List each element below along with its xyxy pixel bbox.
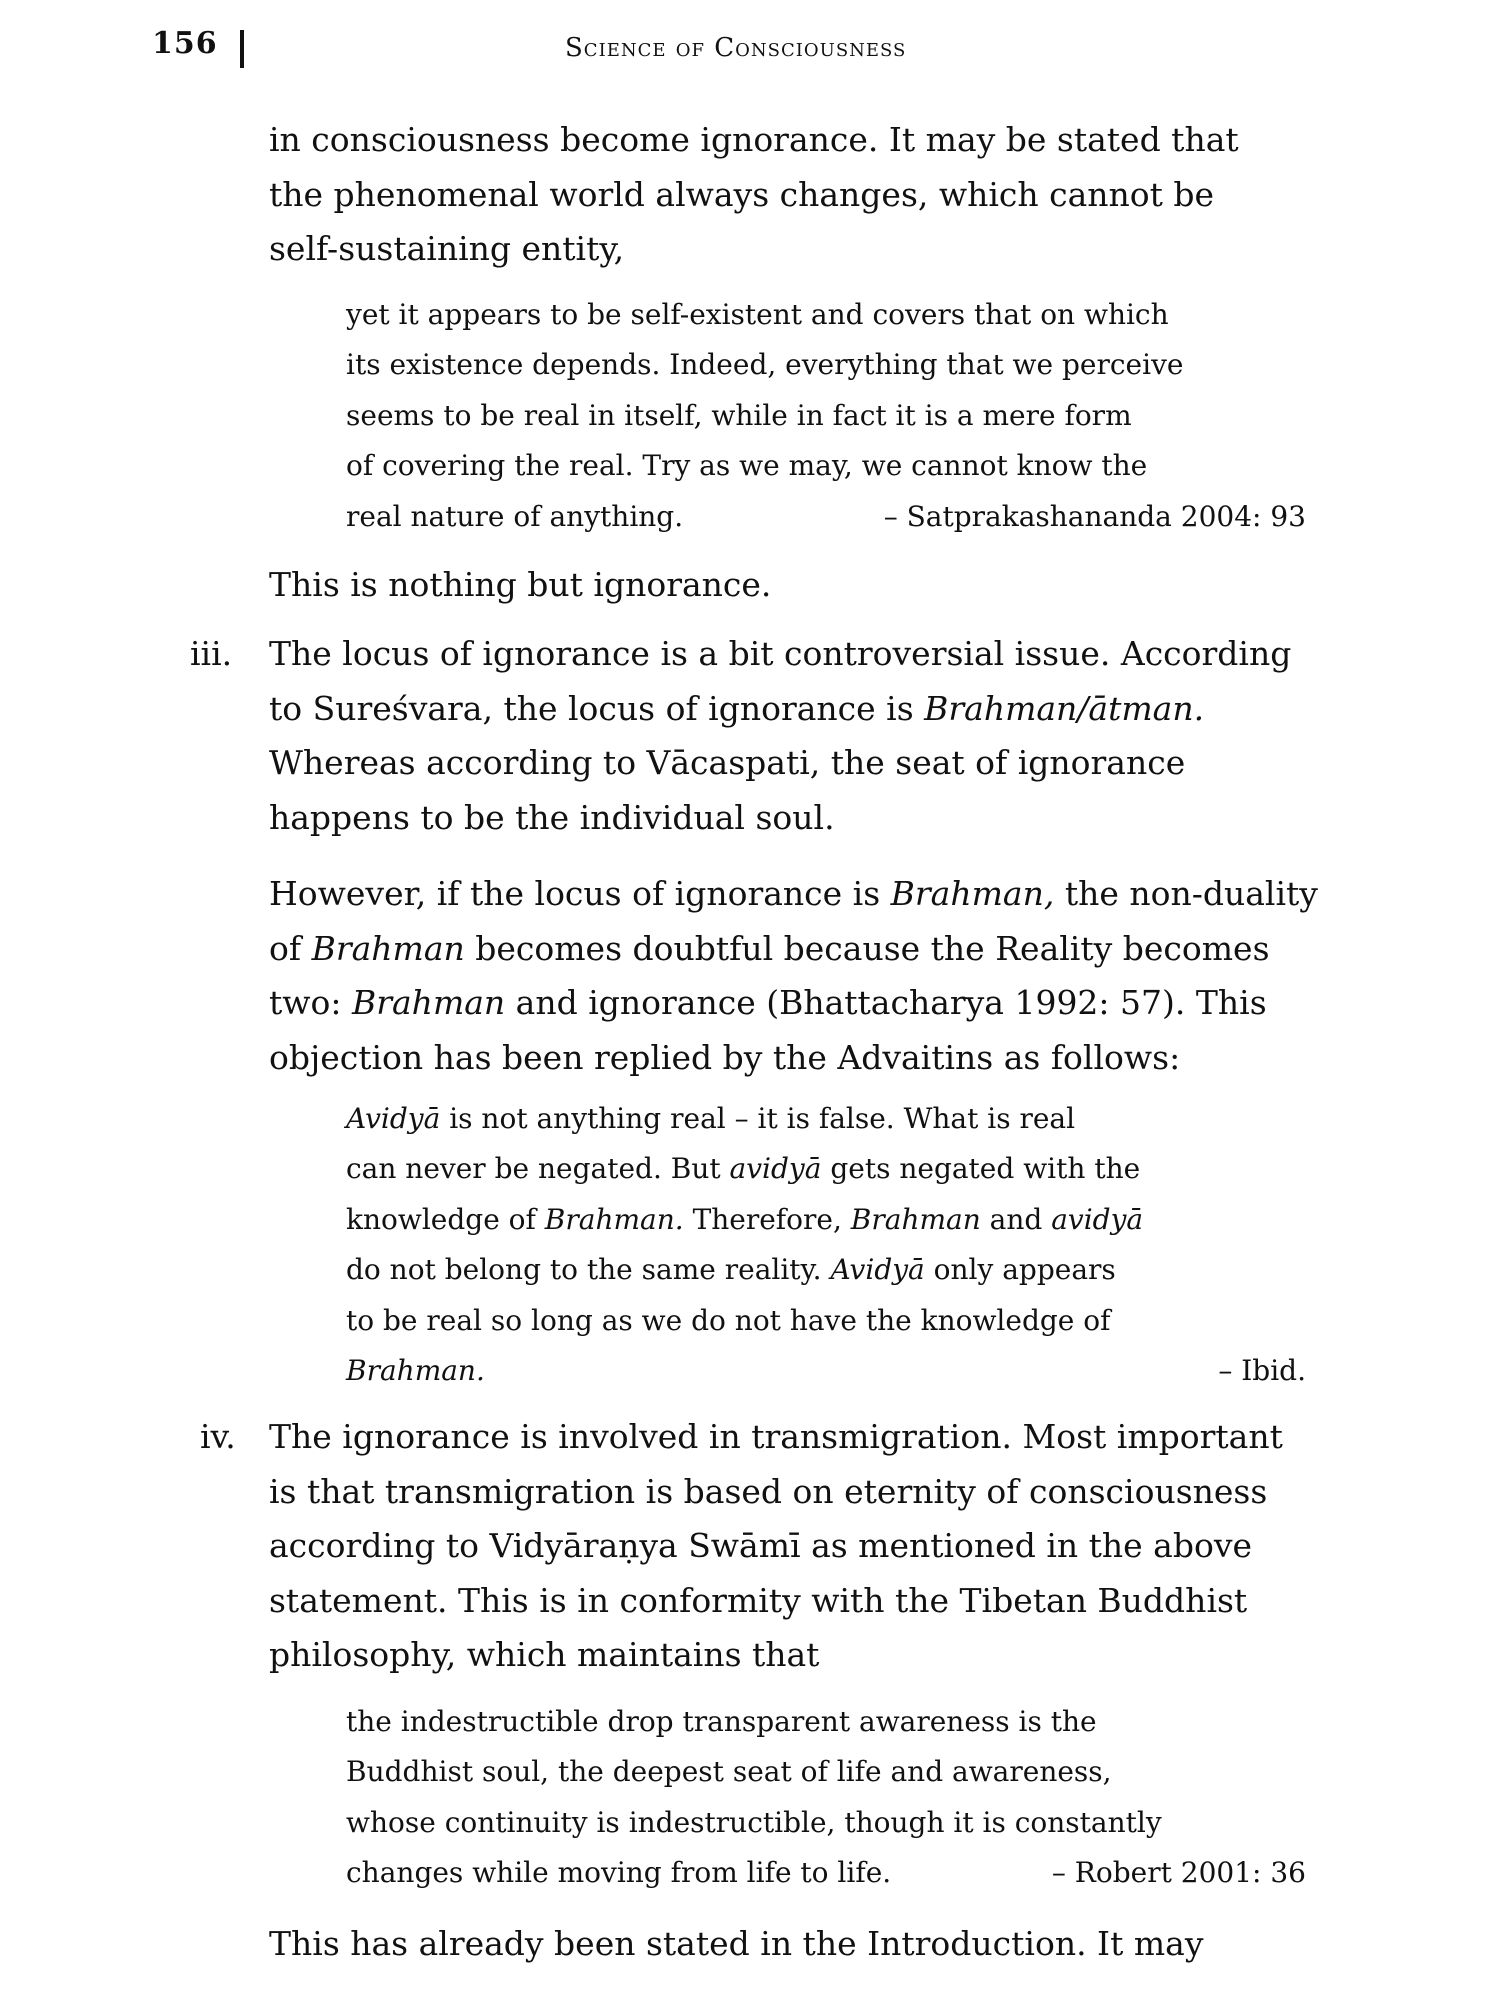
quote-last-line: Brahman. – Ibid. [346,1346,1306,1396]
list-numeral-iv: iv. [200,1417,236,1456]
text-line: two: Brahman and ignorance (Bhattacharya 1992: 57). This [269,983,1267,1022]
text-line: objection has been replied by the Advaitins as follows: [269,1037,1181,1077]
text-line: happens to be the individual soul. [269,797,835,837]
quote-citation: – Robert 2001: 36 [1051,1856,1306,1890]
quote-last-line: real nature of anything. – Satprakashananda 2004: 93 [346,492,1306,542]
text-line: This has already been stated in the Introduction. It may [269,1924,1204,1963]
text-line: according to Vidyāraṇya Swāmī as mentioned in the above [269,1526,1252,1565]
text-line: statement. This is in conformity with the Tibetan Buddhist [269,1580,1248,1620]
text-line: of Brahman becomes doubtful because the Reality becomes [269,928,1270,968]
block-quote-robert [346,1697,1306,1899]
quote-line: Avidyā is not anything real – it is false. What is real [346,1102,1076,1135]
text-line: in consciousness become ignorance. It may be stated that [269,120,1239,159]
text-line: self-sustaining entity, [269,229,625,268]
quote-line: of covering the real. Try as we may, we cannot know the [346,449,1148,483]
running-title: Science of Consciousness [565,33,907,63]
list-numeral-iii: iii. [190,634,233,673]
quote-line: yet it appears to be self-existent and covers that on which [346,298,1169,331]
list-item-iv [269,1410,1383,1683]
text-line: The locus of ignorance is a bit controversial issue. According [269,634,1292,673]
text-line: However, if the locus of ignorance is Brahman, the non-duality [269,874,1318,913]
quote-line: to be real so long as we do not have the knowledge of [346,1303,1111,1337]
page-number: 156 [152,26,218,61]
quote-line: the indestructible drop transparent awareness is the [346,1705,1097,1738]
header-divider [240,30,244,68]
block-quote-avidya [346,1094,1306,1396]
block-quote-satprakashananda [346,290,1306,542]
quote-line: knowledge of Brahman. Therefore, Brahman and avidyā [346,1202,1144,1236]
text-line: philosophy, which maintains that [269,1635,820,1674]
text-line: is that transmigration is based on eternity of consciousness [269,1471,1268,1511]
quote-line: do not belong to the same reality. Avidyā only appears [346,1253,1116,1287]
text-line: the phenomenal world always changes, which cannot be [269,174,1215,214]
paragraph-continuation [269,113,1383,277]
paragraph-introduction [269,1917,1383,1972]
list-item-iii [269,627,1383,845]
paragraph-locus [269,867,1383,1085]
quote-line: Buddhist soul, the deepest seat of life and awareness, [346,1755,1112,1789]
quote-citation: – Ibid. [1218,1354,1306,1388]
text-line: Whereas according to Vācaspati, the seat of ignorance [269,743,1186,782]
quote-line: its existence depends. Indeed, everything that we perceive [346,348,1184,382]
paragraph-ignorance: This is nothing but ignorance. [269,565,772,604]
quote-line: can never be negated. But avidyā gets negated with the [346,1152,1141,1186]
text-line: The ignorance is involved in transmigration. Most important [269,1417,1283,1456]
quote-line: whose continuity is indestructible, though it is constantly [346,1805,1162,1839]
quote-citation: – Satprakashananda 2004: 93 [883,499,1306,533]
quote-line: seems to be real in itself, while in fact it is a mere form [346,398,1132,432]
quote-last-line: changes while moving from life to life. – Robert 2001: 36 [346,1848,1306,1898]
text-line: to Sureśvara, the locus of ignorance is Brahman/ātman. [269,688,1205,728]
